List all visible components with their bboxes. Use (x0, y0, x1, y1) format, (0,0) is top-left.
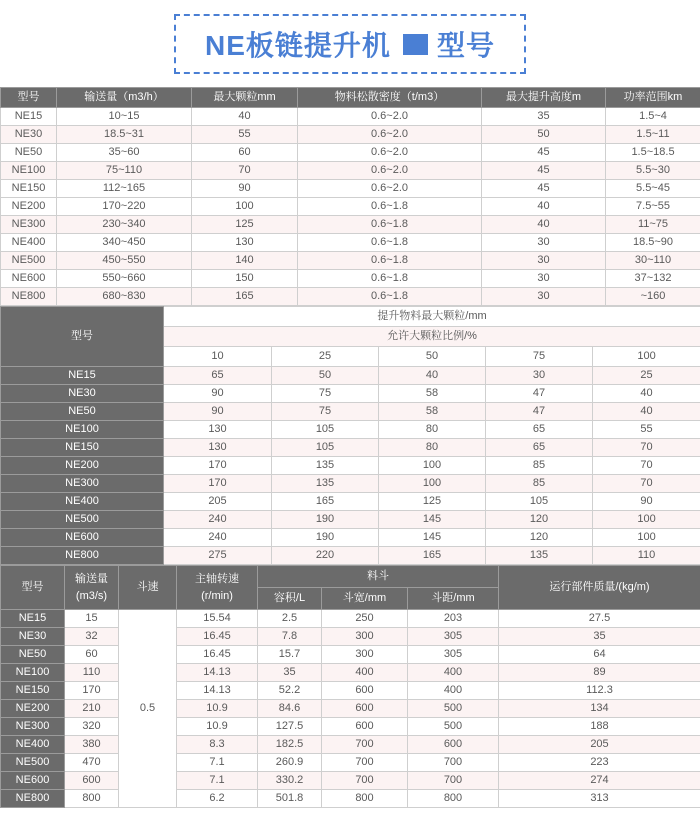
data-cell: 0.6~2.0 (298, 180, 482, 198)
data-cell: 600 (65, 772, 119, 790)
table-row (1, 772, 700, 790)
page-title (174, 14, 526, 74)
table-row (1, 180, 700, 198)
data-cell: 90 (164, 385, 272, 403)
table-row (1, 288, 700, 306)
data-cell: 134 (499, 700, 700, 718)
data-cell: 1.5~18.5 (606, 144, 700, 162)
data-cell: 240 (164, 529, 272, 547)
data-cell: 1.5~4 (606, 108, 700, 126)
data-cell: 600 (322, 718, 408, 736)
particle-size-header: 50 (379, 347, 486, 367)
data-cell: 135 (272, 457, 379, 475)
shaft-label-line1: 主轴转速 (195, 573, 239, 585)
data-cell: 125 (192, 216, 298, 234)
model-cell: NE800 (1, 547, 164, 565)
model-cell: NE500 (1, 754, 65, 772)
column-header-bulk-density: 物料松散密度（t/m3） (298, 88, 482, 108)
data-cell: 40 (379, 367, 486, 385)
table-row (1, 628, 700, 646)
data-cell: 105 (486, 493, 593, 511)
column-header-power-range: 功率范围km (606, 88, 700, 108)
capacity-label-line1: 输送量 (75, 573, 108, 585)
data-cell: 330.2 (258, 772, 322, 790)
data-cell: 15 (65, 610, 119, 628)
table-row (1, 718, 700, 736)
data-cell: 40 (482, 198, 606, 216)
model-cell: NE15 (1, 367, 164, 385)
data-cell: 182.5 (258, 736, 322, 754)
data-cell: 320 (65, 718, 119, 736)
model-cell: NE200 (1, 457, 164, 475)
data-cell: 10~15 (57, 108, 192, 126)
model-cell: NE500 (1, 511, 164, 529)
model-cell: NE50 (1, 144, 57, 162)
model-cell: NE50 (1, 403, 164, 421)
capacity-label-line2: (m3/s) (75, 589, 108, 602)
table-row (1, 664, 700, 682)
model-cell: NE150 (1, 682, 65, 700)
data-cell: 84.6 (258, 700, 322, 718)
bucket-speed-cell: 0.5 (119, 610, 177, 808)
data-cell: 188 (499, 718, 700, 736)
data-cell: 110 (65, 664, 119, 682)
bucket-spec-table (0, 565, 700, 808)
table-row (1, 754, 700, 772)
model-cell: NE30 (1, 126, 57, 144)
data-cell: 0.6~1.8 (298, 216, 482, 234)
data-cell: 135 (272, 475, 379, 493)
table-row (1, 610, 700, 628)
model-spec-table (0, 87, 700, 306)
column-header-bucket-volume: 容积/L (258, 588, 322, 610)
data-cell: 0.6~2.0 (298, 126, 482, 144)
data-cell: 400 (322, 664, 408, 682)
data-cell: 7.1 (177, 772, 258, 790)
data-cell: 55 (192, 126, 298, 144)
data-cell: 35~60 (57, 144, 192, 162)
table-row (1, 547, 700, 565)
data-cell: 58 (379, 385, 486, 403)
data-cell: 305 (408, 628, 499, 646)
column-header-max-particle: 最大颗粒mm (192, 88, 298, 108)
table-row (1, 475, 700, 493)
data-cell: 700 (322, 772, 408, 790)
data-cell: 27.5 (499, 610, 700, 628)
data-cell: 16.45 (177, 628, 258, 646)
data-cell: 800 (65, 790, 119, 808)
shaft-label-line2: (r/min) (201, 589, 233, 602)
model-cell: NE500 (1, 252, 57, 270)
data-cell: 18.5~90 (606, 234, 700, 252)
data-cell: 60 (192, 144, 298, 162)
table-row (1, 367, 700, 385)
table-row (1, 385, 700, 403)
data-cell: 165 (192, 288, 298, 306)
data-cell: 700 (322, 754, 408, 772)
data-cell: 65 (486, 421, 593, 439)
data-cell: 400 (408, 682, 499, 700)
data-cell: 50 (272, 367, 379, 385)
data-cell: 47 (486, 385, 593, 403)
particle-size-header: 25 (272, 347, 379, 367)
data-cell: 16.45 (177, 646, 258, 664)
data-cell: 85 (486, 457, 593, 475)
data-cell: 127.5 (258, 718, 322, 736)
data-cell: 52.2 (258, 682, 322, 700)
data-cell: 105 (272, 421, 379, 439)
particle-size-header: 75 (486, 347, 593, 367)
data-cell: 30 (482, 234, 606, 252)
model-cell: NE400 (1, 493, 164, 511)
table-row (1, 682, 700, 700)
data-cell: 145 (379, 529, 486, 547)
data-cell: 125 (379, 493, 486, 511)
data-cell: 340~450 (57, 234, 192, 252)
data-cell: 11~75 (606, 216, 700, 234)
data-cell: ~160 (606, 288, 700, 306)
column-header-model: 型号 (1, 88, 57, 108)
data-cell: 0.6~2.0 (298, 162, 482, 180)
data-cell: 30 (486, 367, 593, 385)
data-cell: 100 (379, 457, 486, 475)
data-cell: 0.6~1.8 (298, 252, 482, 270)
table-row (1, 790, 700, 808)
data-cell: 0.6~1.8 (298, 288, 482, 306)
data-cell: 90 (593, 493, 700, 511)
data-cell: 5.5~30 (606, 162, 700, 180)
data-cell: 130 (164, 439, 272, 457)
data-cell: 25 (593, 367, 700, 385)
model-cell: NE150 (1, 180, 57, 198)
data-cell: 250 (322, 610, 408, 628)
data-cell: 58 (379, 403, 486, 421)
data-cell: 5.5~45 (606, 180, 700, 198)
table-header-row (1, 566, 700, 588)
model-cell: NE200 (1, 700, 65, 718)
data-cell: 140 (192, 252, 298, 270)
data-cell: 313 (499, 790, 700, 808)
data-cell: 30 (482, 252, 606, 270)
data-cell: 64 (499, 646, 700, 664)
data-cell: 80 (379, 439, 486, 457)
table-row (1, 198, 700, 216)
data-cell: 75 (272, 403, 379, 421)
data-cell: 100 (593, 529, 700, 547)
data-cell: 8.3 (177, 736, 258, 754)
data-cell: 40 (593, 385, 700, 403)
data-cell: 190 (272, 529, 379, 547)
data-cell: 0.6~2.0 (298, 108, 482, 126)
data-cell: 14.13 (177, 664, 258, 682)
data-cell: 130 (192, 234, 298, 252)
data-cell: 700 (322, 736, 408, 754)
data-cell: 75~110 (57, 162, 192, 180)
table-row (1, 108, 700, 126)
data-cell: 0.6~1.8 (298, 270, 482, 288)
data-cell: 100 (192, 198, 298, 216)
group-header-max-particle: 提升物料最大颗粒/mm (164, 307, 700, 327)
data-cell: 400 (408, 664, 499, 682)
data-cell: 40 (482, 216, 606, 234)
data-cell: 170 (164, 475, 272, 493)
model-cell: NE100 (1, 162, 57, 180)
data-cell: 230~340 (57, 216, 192, 234)
data-cell: 2.5 (258, 610, 322, 628)
model-cell: NE300 (1, 475, 164, 493)
data-cell: 90 (192, 180, 298, 198)
column-header-capacity: 输送量（m3/h） (57, 88, 192, 108)
data-cell: 14.13 (177, 682, 258, 700)
data-cell: 274 (499, 772, 700, 790)
data-cell: 680~830 (57, 288, 192, 306)
data-cell: 135 (486, 547, 593, 565)
data-cell: 1.5~11 (606, 126, 700, 144)
data-cell: 501.8 (258, 790, 322, 808)
model-cell: NE800 (1, 288, 57, 306)
title-prefix: NE板链提升机 (205, 30, 391, 61)
data-cell: 70 (593, 457, 700, 475)
data-cell: 300 (322, 628, 408, 646)
data-cell: 7.5~55 (606, 198, 700, 216)
data-cell: 30 (482, 288, 606, 306)
data-cell: 35 (482, 108, 606, 126)
column-header-model: 型号 (1, 566, 65, 610)
data-cell: 470 (65, 754, 119, 772)
model-cell: NE15 (1, 108, 57, 126)
column-header-max-height: 最大提升高度m (482, 88, 606, 108)
table-row (1, 252, 700, 270)
data-cell: 112~165 (57, 180, 192, 198)
table-row (1, 439, 700, 457)
data-cell: 70 (593, 439, 700, 457)
data-cell: 60 (65, 646, 119, 664)
table-row (1, 457, 700, 475)
data-cell: 80 (379, 421, 486, 439)
table-row (1, 162, 700, 180)
table-row (1, 493, 700, 511)
data-cell: 100 (593, 511, 700, 529)
title-square-icon (403, 34, 428, 55)
model-cell: NE50 (1, 646, 65, 664)
data-cell: 120 (486, 529, 593, 547)
title-suffix: 型号 (436, 30, 495, 61)
data-cell: 105 (272, 439, 379, 457)
model-cell: NE30 (1, 628, 65, 646)
data-cell: 18.5~31 (57, 126, 192, 144)
data-cell: 40 (192, 108, 298, 126)
corner-header-model: 型号 (1, 307, 164, 367)
model-cell: NE100 (1, 664, 65, 682)
data-cell: 800 (322, 790, 408, 808)
data-cell: 700 (408, 772, 499, 790)
data-cell: 170 (164, 457, 272, 475)
column-header-bucket-pitch: 斗距/mm (408, 588, 499, 610)
table-row (1, 216, 700, 234)
table-row (1, 270, 700, 288)
data-cell: 6.2 (177, 790, 258, 808)
table-row (1, 421, 700, 439)
data-cell: 205 (499, 736, 700, 754)
data-cell: 700 (408, 754, 499, 772)
data-cell: 205 (164, 493, 272, 511)
table-row (1, 736, 700, 754)
data-cell: 170 (65, 682, 119, 700)
data-cell: 10.9 (177, 718, 258, 736)
data-cell: 305 (408, 646, 499, 664)
data-cell: 223 (499, 754, 700, 772)
data-cell: 112.3 (499, 682, 700, 700)
data-cell: 0.6~2.0 (298, 144, 482, 162)
data-cell: 800 (408, 790, 499, 808)
table-row (1, 126, 700, 144)
data-cell: 220 (272, 547, 379, 565)
data-cell: 89 (499, 664, 700, 682)
data-cell: 85 (486, 475, 593, 493)
data-cell: 600 (322, 682, 408, 700)
table-header-row (1, 88, 700, 108)
data-cell: 170~220 (57, 198, 192, 216)
data-cell: 50 (482, 126, 606, 144)
data-cell: 90 (164, 403, 272, 421)
data-cell: 210 (65, 700, 119, 718)
data-cell: 165 (272, 493, 379, 511)
data-cell: 35 (499, 628, 700, 646)
data-cell: 37~132 (606, 270, 700, 288)
data-cell: 0.6~1.8 (298, 198, 482, 216)
data-cell: 500 (408, 700, 499, 718)
table-row (1, 529, 700, 547)
data-cell: 45 (482, 180, 606, 198)
data-cell: 500 (408, 718, 499, 736)
column-header-capacity (65, 566, 119, 610)
data-cell: 15.7 (258, 646, 322, 664)
data-cell: 55 (593, 421, 700, 439)
data-cell: 145 (379, 511, 486, 529)
data-cell: 32 (65, 628, 119, 646)
data-cell: 35 (258, 664, 322, 682)
model-cell: NE300 (1, 216, 57, 234)
data-cell: 260.9 (258, 754, 322, 772)
model-cell: NE200 (1, 198, 57, 216)
model-cell: NE150 (1, 439, 164, 457)
data-cell: 10.9 (177, 700, 258, 718)
model-cell: NE30 (1, 385, 164, 403)
data-cell: 65 (486, 439, 593, 457)
data-cell: 40 (593, 403, 700, 421)
table-row (1, 646, 700, 664)
table-row (1, 511, 700, 529)
model-cell: NE15 (1, 610, 65, 628)
data-cell: 550~660 (57, 270, 192, 288)
table-row (1, 700, 700, 718)
particle-size-header: 10 (164, 347, 272, 367)
data-cell: 110 (593, 547, 700, 565)
data-cell: 203 (408, 610, 499, 628)
data-cell: 70 (593, 475, 700, 493)
column-header-bucket-speed: 斗速 (119, 566, 177, 610)
column-header-running-mass: 运行部件质量/(kg/m) (499, 566, 700, 610)
group-header-bucket: 料斗 (258, 566, 499, 588)
column-header-bucket-width: 斗宽/mm (322, 588, 408, 610)
data-cell: 120 (486, 511, 593, 529)
model-cell: NE400 (1, 736, 65, 754)
data-cell: 600 (408, 736, 499, 754)
data-cell: 100 (379, 475, 486, 493)
sub-header-allowed-ratio: 允许大颗粒比例/% (164, 327, 700, 347)
column-header-shaft-speed (177, 566, 258, 610)
particle-size-header: 100 (593, 347, 700, 367)
model-cell: NE300 (1, 718, 65, 736)
table-header-row (1, 307, 700, 327)
data-cell: 30 (482, 270, 606, 288)
table-row (1, 403, 700, 421)
particle-ratio-table (0, 306, 700, 565)
data-cell: 47 (486, 403, 593, 421)
data-cell: 150 (192, 270, 298, 288)
data-cell: 45 (482, 162, 606, 180)
data-cell: 45 (482, 144, 606, 162)
data-cell: 450~550 (57, 252, 192, 270)
data-cell: 70 (192, 162, 298, 180)
model-cell: NE600 (1, 270, 57, 288)
model-cell: NE100 (1, 421, 164, 439)
data-cell: 30~110 (606, 252, 700, 270)
model-cell: NE400 (1, 234, 57, 252)
data-cell: 15.54 (177, 610, 258, 628)
data-cell: 240 (164, 511, 272, 529)
table-row (1, 234, 700, 252)
data-cell: 7.1 (177, 754, 258, 772)
data-cell: 600 (322, 700, 408, 718)
table-row (1, 144, 700, 162)
model-cell: NE600 (1, 529, 164, 547)
data-cell: 75 (272, 385, 379, 403)
data-cell: 380 (65, 736, 119, 754)
data-cell: 165 (379, 547, 486, 565)
data-cell: 0.6~1.8 (298, 234, 482, 252)
model-cell: NE600 (1, 772, 65, 790)
data-cell: 130 (164, 421, 272, 439)
model-cell: NE800 (1, 790, 65, 808)
data-cell: 7.8 (258, 628, 322, 646)
data-cell: 300 (322, 646, 408, 664)
data-cell: 190 (272, 511, 379, 529)
data-cell: 65 (164, 367, 272, 385)
data-cell: 275 (164, 547, 272, 565)
